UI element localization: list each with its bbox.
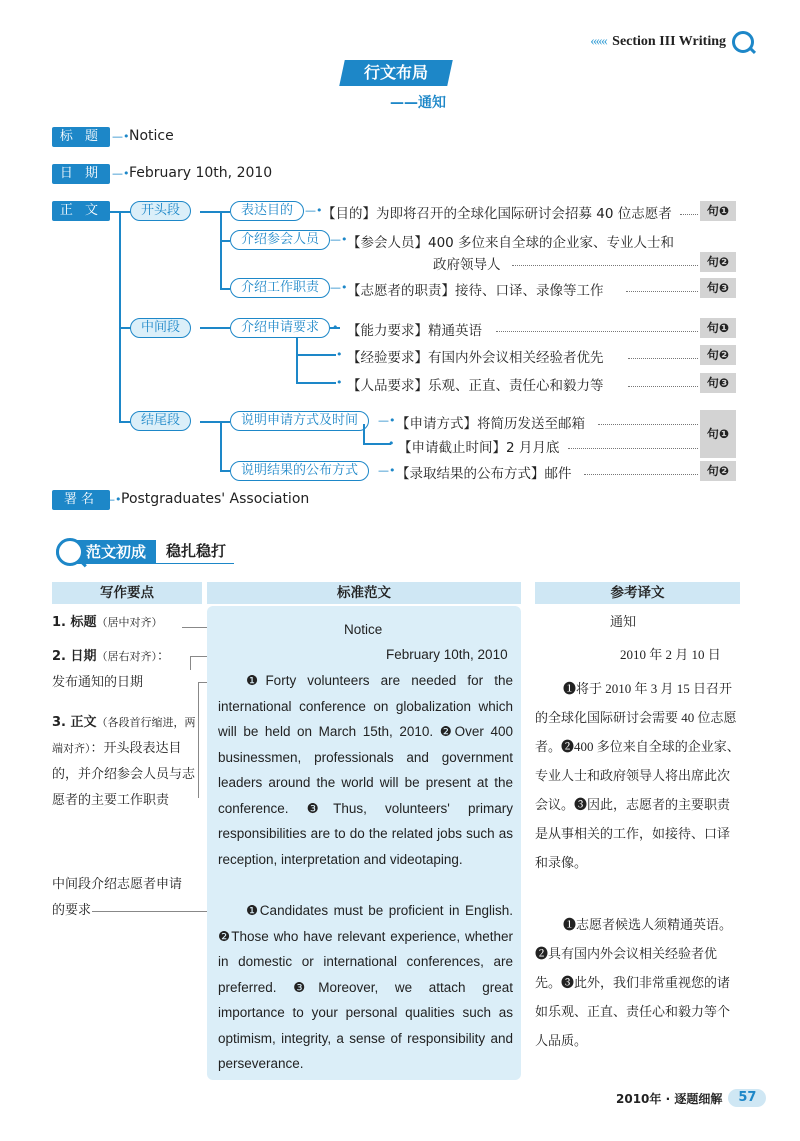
middle-item-1: 【能力要求】精通英语 [347, 323, 482, 339]
sentence-tag: 句❸ [700, 373, 736, 393]
arrow-icon: —• [112, 167, 130, 180]
opening-item-2b: 政府领导人 [433, 257, 501, 273]
arrow-icon: • [336, 348, 343, 361]
section-title: Section III Writing [612, 34, 726, 49]
body-label: 正 文 [52, 201, 110, 221]
arrow-icon: —• [104, 493, 122, 506]
apply-method-pill: 说明申请方式及时间 [230, 411, 369, 431]
chevron-icons: ‹‹‹‹‹‹ [590, 34, 607, 49]
sentence-tag: 句❷ [700, 461, 736, 481]
sentence-tag: 句❸ [700, 278, 736, 298]
point-body: 3. 正文（各段首行缩进，两端对齐）：开头段表达目的，并介绍参会人员与志愿者的主要工作职责 [52, 715, 196, 808]
sign-label: 署名 [52, 490, 110, 510]
middle-item-3: 【人品要求】乐观、正直、责任心和毅力等 [347, 378, 604, 394]
point-date: 2. 日期（居右对齐）： 发布通知的日期 [52, 649, 171, 690]
arrow-icon: • [332, 321, 339, 334]
closing-item-2: 【申请截止时间】2 月月底 [398, 440, 560, 456]
opening-item-2: 【参会人员】400 多位来自全球的企业家、专业人士和 [347, 235, 675, 251]
result-pill: 说明结果的公布方式 [230, 461, 369, 481]
essay-paragraph-2: ❶Candidates must be proficient in English. ❷Those who have relevant experience, whether in domestic or international conferences, are preferred. ❸Moreover, we attach great importance to your personal qualities such as optimism, integrity, a sense of responsibility and perseverance. [218, 903, 513, 1071]
sentence-tag: 句❶ [700, 201, 736, 221]
closing-item-1: 【申请方式】将简历发送至邮箱 [396, 416, 585, 432]
translation-date: 2010 年 2 月 10 日 [620, 647, 721, 662]
sentence-tag: 句❷ [700, 252, 736, 272]
layout-subtitle: ——通知 [390, 95, 446, 111]
opening-item-3: 【志愿者的职责】接待、口译、录像等工作 [347, 283, 604, 299]
closing-pill: 结尾段 [130, 411, 191, 431]
arrow-icon: —• [378, 464, 396, 477]
purpose-pill: 表达目的 [230, 201, 304, 221]
essay-title: Notice [344, 622, 383, 637]
sentence-tag: 句❶ [700, 410, 736, 458]
date-value: February 10th, 2010 [129, 165, 273, 181]
page-footer [616, 1089, 766, 1107]
essay-date: February 10th, 2010 [386, 647, 508, 662]
middle-item-2: 【经验要求】有国内外会议相关经验者优先 [347, 350, 604, 366]
date-label: 日 期 [52, 164, 110, 184]
sentence-tag: 句❷ [700, 345, 736, 365]
left-column-head: 写作要点 [52, 582, 202, 604]
mid-column-head: 标准范文 [207, 582, 521, 604]
arrow-icon: —• [305, 204, 323, 217]
opening-item-1: 【目的】为即将召开的全球化国际研讨会招募 40 位志愿者 [322, 206, 672, 222]
translation-title: 通知 [610, 614, 637, 629]
sentence-tag: 句❶ [700, 318, 736, 338]
arrow-icon: —• [378, 414, 396, 427]
closing-item-3: 【录取结果的公布方式】邮件 [396, 466, 572, 482]
essay-paragraph-1: ❶Forty volunteers are needed for the international conference on globalization which will be held on March 15th, 2010. ❷Over 400 businessmen, professionals and government leaders around the world will be present at the conference. ❸Thus, volunteers' primary responsibilities are to do the related jobs such as reception, interpretation and videotaping. [218, 673, 513, 867]
layout-title: 行文布局 [339, 60, 453, 86]
page-number: 57 [728, 1089, 766, 1107]
section-header [590, 31, 754, 53]
point-middle: 中间段介绍志愿者申请的要求 [52, 877, 183, 918]
sign-value: Postgraduates' Association [121, 491, 310, 507]
middle-pill: 中间段 [130, 318, 191, 338]
title-value: Notice [129, 128, 174, 144]
arrow-icon: • [388, 437, 395, 450]
point-title: 1. 标题（居中对齐） [52, 615, 163, 630]
arrow-icon: —• [330, 281, 348, 294]
magnifier-icon [56, 538, 84, 566]
section-badge: 范文初成 [56, 540, 156, 564]
magnifier-icon [732, 31, 754, 53]
translation-paragraph-2: ❶志愿者候选人须精通英语。❷具有国内外会议相关经验者优先。❸此外，我们非常重视您的诸如乐观、正直、责任心和毅力等个人品质。 [535, 917, 733, 1048]
arrow-icon: —• [112, 130, 130, 143]
section-subtitle: 稳扎稳打 [156, 540, 234, 564]
title-label: 标 题 [52, 127, 110, 147]
right-column-head: 参考译文 [535, 582, 740, 604]
opening-pill: 开头段 [130, 201, 191, 221]
arrow-icon: —• [330, 233, 348, 246]
requirements-pill: 介绍申请要求 [230, 318, 330, 338]
footer-label: 2010年 · 逐题细解 [616, 1091, 723, 1106]
section-banner [56, 540, 234, 564]
translation-paragraph-1: ❶将于 2010 年 3 月 15 日召开的全球化国际研讨会需要 40 位志愿者。❷400 多位来自全球的企业家、专业人士和政府领导人将出席此次会议。❸因此，志愿者的主要职责是从事相关的工作，如接待、口译和录像。 [535, 681, 740, 870]
arrow-icon: • [336, 376, 343, 389]
duties-pill: 介绍工作职责 [230, 278, 330, 298]
attendees-pill: 介绍参会人员 [230, 230, 330, 250]
